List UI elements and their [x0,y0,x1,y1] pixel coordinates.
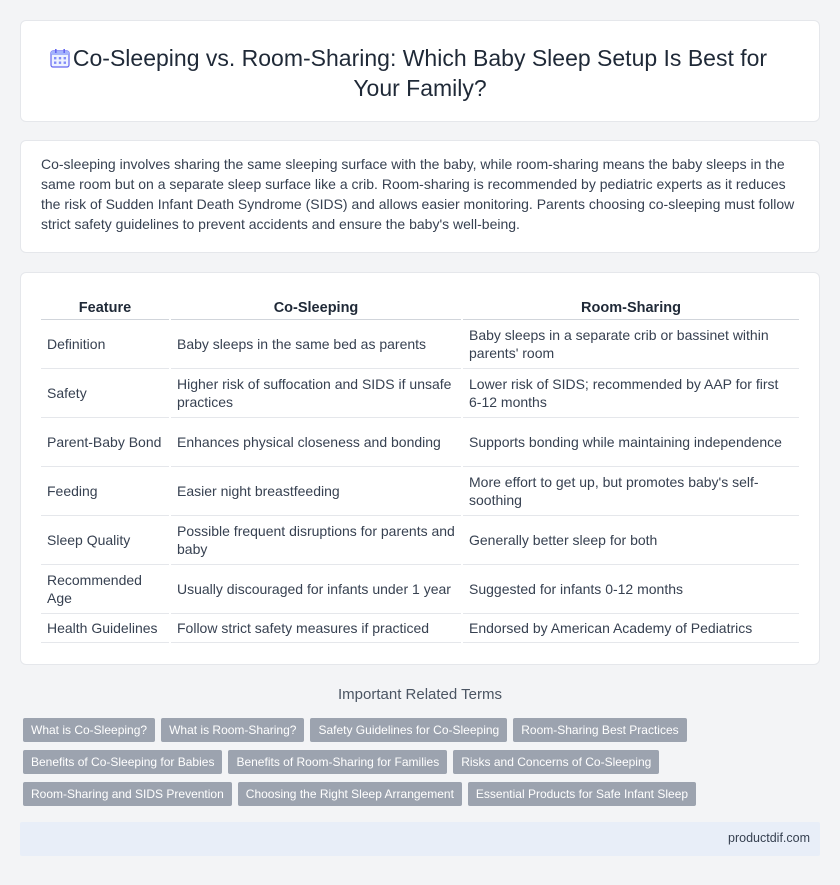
co-sleeping-cell: Baby sleeps in the same bed as parents [170,319,462,368]
comparison-table [41,295,799,643]
header-feature: Feature [41,295,170,319]
related-term-tag[interactable]: Risks and Concerns of Co-Sleeping [453,750,659,774]
co-sleeping-cell: Follow strict safety measures if practiced [170,613,462,642]
tag-row [23,782,823,814]
room-sharing-cell: More effort to get up, but promotes baby's self-soothing [462,466,799,515]
feature-cell: Sleep Quality [41,515,170,564]
intro-paragraph: Co-sleeping involves sharing the same sleeping surface with the baby, while room-sharing means the baby sleeps in the same room but on a separate sleep surface like a crib. Room-sharing is recommended by pediatric experts as it reduces the risk of Sudden Infant Death Syndrome (SIDS) and allows easier monitoring. Parents choosing co-sleeping must follow strict safety guidelines to prevent accidents and ensure the baby's well-being. [41,156,795,232]
feature-cell: Feeding [41,466,170,515]
related-terms-list [23,718,823,814]
co-sleeping-cell: Enhances physical closeness and bonding [170,417,462,466]
comparison-card [20,272,820,665]
related-term-tag[interactable]: Benefits of Room-Sharing for Families [228,750,447,774]
tag-row [23,718,823,750]
header-co-sleeping: Co-Sleeping [170,295,462,319]
room-sharing-cell: Baby sleeps in a separate crib or bassinet within parents' room [462,319,799,368]
site-name[interactable]: productdif.com [728,831,810,845]
room-sharing-cell: Generally better sleep for both [462,515,799,564]
table-row [41,613,799,642]
related-term-tag[interactable]: Room-Sharing and SIDS Prevention [23,782,232,806]
related-term-tag[interactable]: Room-Sharing Best Practices [513,718,686,742]
table-header-row [41,295,799,319]
related-terms-heading: Important Related Terms [338,686,502,703]
table-row [41,319,799,368]
room-sharing-cell: Supports bonding while maintaining independence [462,417,799,466]
header-room-sharing: Room-Sharing [462,295,799,319]
room-sharing-cell: Lower risk of SIDS; recommended by AAP for first 6-12 months [462,368,799,417]
co-sleeping-cell: Higher risk of suffocation and SIDS if unsafe practices [170,368,462,417]
table-row [41,466,799,515]
footer [20,822,820,856]
tag-row [23,750,823,782]
related-term-tag[interactable]: Essential Products for Safe Infant Sleep [468,782,696,806]
table-row [41,368,799,417]
related-term-tag[interactable]: Choosing the Right Sleep Arrangement [238,782,462,806]
room-sharing-cell: Suggested for infants 0-12 months [462,564,799,613]
related-term-tag[interactable]: Safety Guidelines for Co-Sleeping [310,718,507,742]
co-sleeping-cell: Possible frequent disruptions for parents and baby [170,515,462,564]
feature-cell: Safety [41,368,170,417]
co-sleeping-cell: Usually discouraged for infants under 1 year [170,564,462,613]
feature-cell: Health Guidelines [41,613,170,642]
feature-cell: Recommended Age [41,564,170,613]
table-row [41,417,799,466]
related-term-tag[interactable]: Benefits of Co-Sleeping for Babies [23,750,222,774]
related-term-tag[interactable]: What is Room-Sharing? [161,718,304,742]
intro-card [20,140,820,253]
feature-cell: Definition [41,319,170,368]
title-card [20,20,820,122]
table-row [41,515,799,564]
co-sleeping-cell: Easier night breastfeeding [170,466,462,515]
table-row [41,564,799,613]
related-term-tag[interactable]: What is Co-Sleeping? [23,718,155,742]
room-sharing-cell: Endorsed by American Academy of Pediatrics [462,613,799,642]
feature-cell: Parent-Baby Bond [41,417,170,466]
page-title: Co-Sleeping vs. Room-Sharing: Which Baby Sleep Setup Is Best for Your Family? [72,45,768,101]
